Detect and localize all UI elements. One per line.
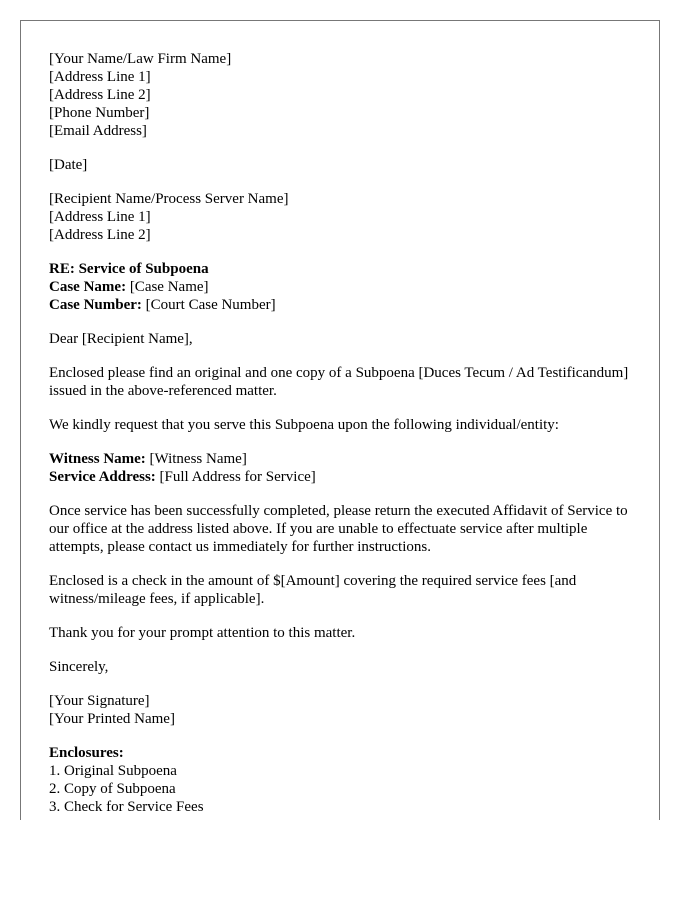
recipient-name: [Recipient Name/Process Server Name] bbox=[49, 191, 289, 207]
case-name-label: Case Name: bbox=[49, 279, 127, 295]
printed-name: [Your Printed Name] bbox=[49, 711, 175, 727]
closing bbox=[49, 658, 629, 676]
letter-date: [Date] bbox=[49, 157, 88, 173]
witness-name-line bbox=[49, 450, 629, 468]
service-address-label: Service Address: bbox=[49, 469, 156, 485]
case-number-line bbox=[49, 296, 629, 314]
enclosure-item: 3. Check for Service Fees bbox=[49, 799, 204, 815]
enclosures-heading bbox=[49, 744, 629, 762]
sender-email: [Email Address] bbox=[49, 123, 147, 139]
service-address-line bbox=[49, 468, 629, 486]
salutation-text: Dear [Recipient Name], bbox=[49, 331, 193, 347]
witness-name-label: Witness Name: bbox=[49, 451, 146, 467]
enclosure-item: 1. Original Subpoena bbox=[49, 763, 177, 779]
signature-block bbox=[49, 692, 629, 728]
letter-page bbox=[20, 20, 660, 820]
case-number-label: Case Number: bbox=[49, 297, 142, 313]
salutation bbox=[49, 330, 629, 348]
paragraph-service-request: We kindly request that you serve this Subpoena upon the following individual/entity: bbox=[49, 417, 559, 433]
recipient-block bbox=[49, 190, 629, 244]
re-block bbox=[49, 260, 629, 314]
re-subject bbox=[49, 260, 629, 278]
service-address-value: [Full Address for Service] bbox=[155, 469, 316, 485]
enclosures-heading-text: Enclosures: bbox=[49, 745, 124, 761]
recipient-address-line-2: [Address Line 2] bbox=[49, 227, 151, 243]
paragraph-fees-check: Enclosed is a check in the amount of $[Amount] covering the required service fees [and witness/mileage fees, if applicable]. bbox=[49, 573, 577, 607]
enclosures-block bbox=[49, 744, 629, 816]
date-block bbox=[49, 156, 629, 174]
sender-name: [Your Name/Law Firm Name] bbox=[49, 51, 232, 67]
witness-block bbox=[49, 450, 629, 486]
paragraph-enclosed-subpoena: Enclosed please find an original and one copy of a Subpoena [Duces Tecum / Ad Testificandum] issued in the above-referenced matter. bbox=[49, 365, 629, 399]
witness-name-value: [Witness Name] bbox=[145, 451, 247, 467]
enclosure-item: 2. Copy of Subpoena bbox=[49, 781, 176, 797]
case-number-value: [Court Case Number] bbox=[141, 297, 276, 313]
recipient-address-line-1: [Address Line 1] bbox=[49, 209, 151, 225]
case-name-value: [Case Name] bbox=[126, 279, 209, 295]
closing-text: Sincerely, bbox=[49, 659, 109, 675]
paragraph-return-affidavit: Once service has been successfully completed, please return the executed Affidavit of Service to our office at the address listed above. If you are unable to effectuate service after multiple attempts, please contact us immediately for further instructions. bbox=[49, 503, 628, 555]
re-subject-text: RE: Service of Subpoena bbox=[49, 261, 209, 277]
case-name-line bbox=[49, 278, 629, 296]
paragraph-thanks: Thank you for your prompt attention to this matter. bbox=[49, 625, 356, 641]
sender-address-line-2: [Address Line 2] bbox=[49, 87, 151, 103]
sender-address-line-1: [Address Line 1] bbox=[49, 69, 151, 85]
letter-body bbox=[49, 50, 629, 820]
sender-phone: [Phone Number] bbox=[49, 105, 150, 121]
signature: [Your Signature] bbox=[49, 693, 150, 709]
sender-block bbox=[49, 50, 629, 140]
